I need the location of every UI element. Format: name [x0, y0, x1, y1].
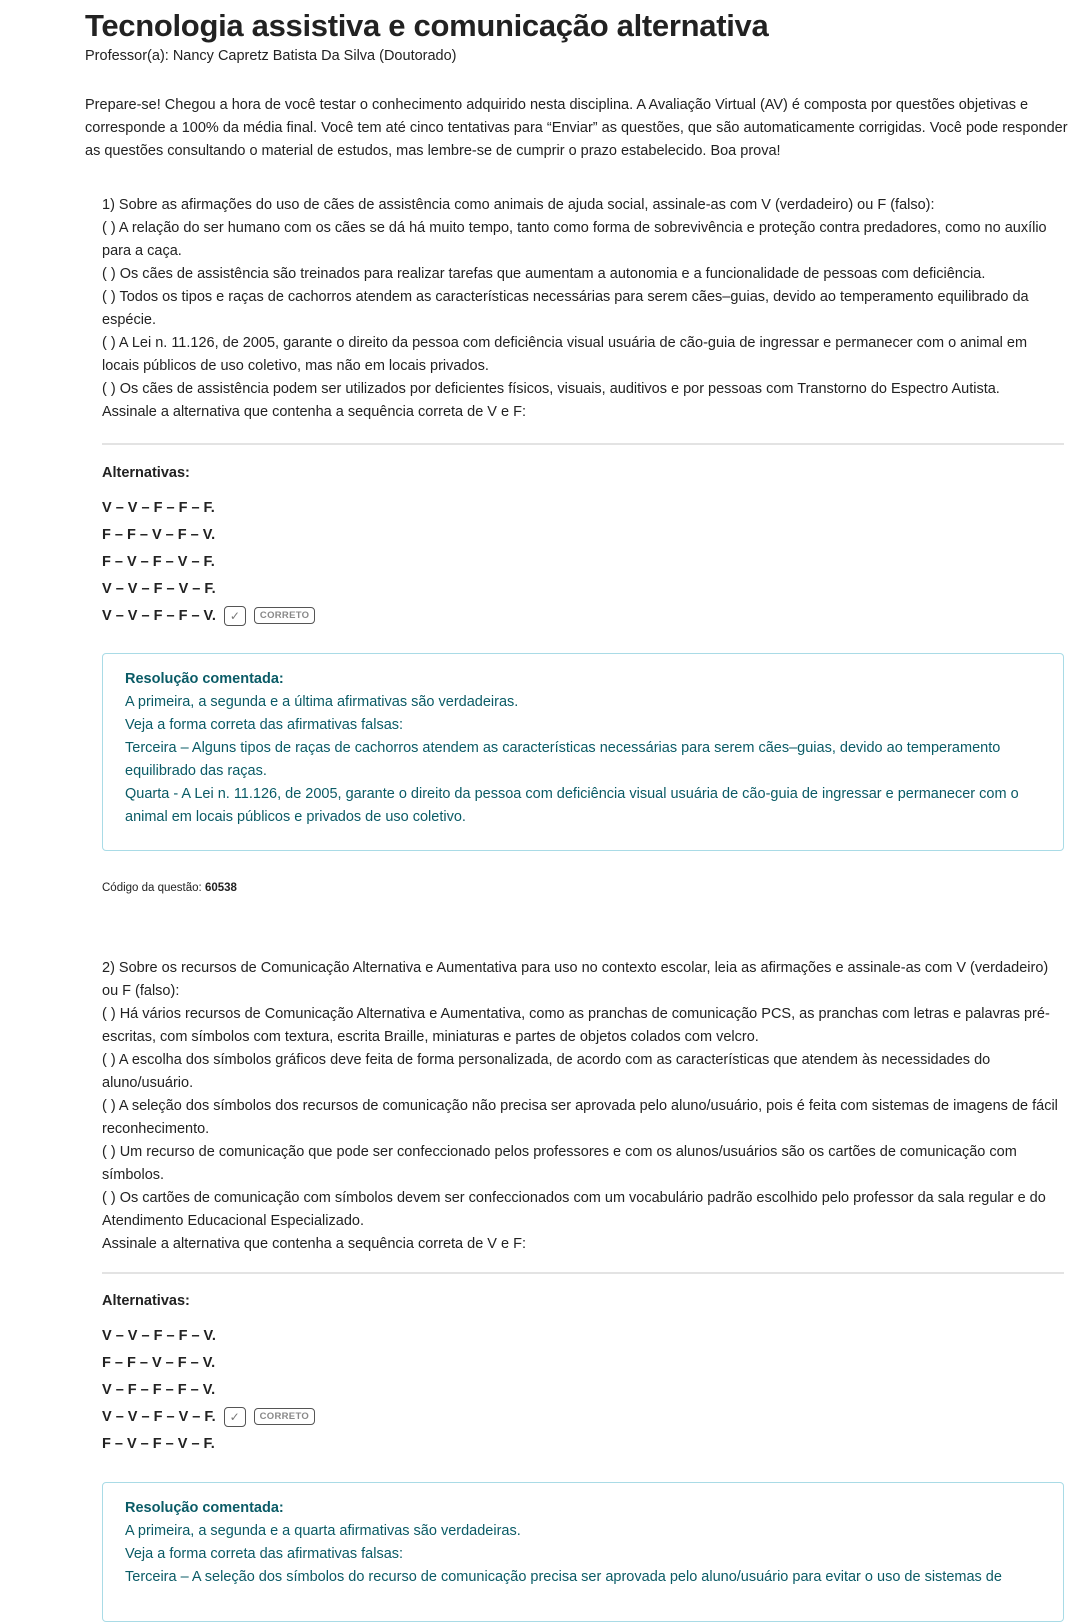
alternative-label: V – V – F – V – F.: [102, 1408, 216, 1425]
question-line: ( ) A seleção dos símbolos dos recursos de comunicação não precisa ser aprovada pelo aluno/usuário, pois é feita com sistemas de imagens de fácil reconhecimento.: [102, 1098, 1058, 1137]
alternative-option-selected[interactable]: [102, 602, 315, 629]
resolution-title: Resolução comentada:: [125, 671, 284, 687]
divider: [102, 443, 1064, 445]
alternative-label: F – V – F – V – F.: [102, 1435, 215, 1452]
question-line: ( ) Os cães de assistência podem ser utilizados por deficientes físicos, visuais, auditivos e por pessoas com Transtorno do Espectro Autista.: [102, 381, 1000, 397]
question-line: Assinale a alternativa que contenha a sequência correta de V e F:: [102, 404, 526, 420]
alternatives-title: Alternativas:: [102, 1293, 190, 1309]
alternative-label: F – F – V – F – V.: [102, 526, 216, 543]
code-value: 60538: [204, 882, 237, 894]
check-icon: ✓: [224, 606, 246, 626]
question-line: ( ) Todos os tipos e raças de cachorros atendem as características necessárias para serem cães–guias, devido ao temperamento equilibrado da espécie.: [102, 289, 1029, 328]
question-line: 2) Sobre os recursos de Comunicação Alternativa e Aumentativa para uso no contexto escolar, leia as afirmações e assinale-as com V (verdadeiro) ou F (falso):: [102, 960, 1049, 999]
resolution-line: Terceira – A seleção dos símbolos do recurso de comunicação precisa ser aprovada pelo aluno/usuário para evitar o uso de sistemas de: [125, 1569, 1002, 1585]
check-icon: ✓: [224, 1407, 246, 1427]
resolution-line: A primeira, a segunda e a quarta afirmativas são verdadeiras.: [125, 1523, 521, 1539]
question-line: ( ) A Lei n. 11.126, de 2005, garante o direito da pessoa com deficiência visual usuária de cão-guia de ingressar e permanecer com o animal em locais públicos de uso coletivo, mas não em locais privados.: [102, 335, 1028, 374]
alternative-option[interactable]: [102, 521, 315, 548]
alternatives-list: [102, 1322, 315, 1457]
alternative-label: V – V – F – V – F.: [102, 580, 216, 597]
question-line: ( ) A escolha dos símbolos gráficos deve feita de forma personalizada, de acordo com as características que atendem às necessidades do aluno/usuário.: [102, 1052, 991, 1091]
question-line: ( ) Há vários recursos de Comunicação Alternativa e Aumentativa, como as pranchas de comunicação PCS, as pranchas com letras e palavras pré-escritas, com símbolos com textura, escrita Braille, miniaturas e partes de objetos colados com velcro.: [102, 1006, 1050, 1045]
question-line: ( ) Os cães de assistência são treinados para realizar tarefas que aumentam a autonomia e a funcionalidade de pessoas com deficiência.: [102, 266, 986, 282]
code-label: Código da questão:: [102, 882, 205, 894]
alternative-label: F – F – V – F – V.: [102, 1354, 216, 1371]
divider: [102, 1272, 1064, 1274]
question-line: ( ) A relação do ser humano com os cães se dá há muito tempo, tanto como forma de sobrevivência e proteção contra predadores, como no auxílio para a caça.: [102, 220, 1047, 259]
question-line: 1) Sobre as afirmações do uso de cães de assistência como animais de ajuda social, assinale-as com V (verdadeiro) ou F (falso):: [102, 197, 935, 213]
correct-badge: CORRETO: [254, 607, 315, 624]
resolution-box: [102, 1482, 1064, 1622]
resolution-box: [102, 653, 1064, 851]
alternative-option[interactable]: [102, 494, 315, 521]
resolution-line: Quarta - A Lei n. 11.126, de 2005, garante o direito da pessoa com deficiência visual usuária de cão-guia de ingressar e permanecer com o animal em locais públicos e privados de uso coletivo.: [125, 786, 1019, 825]
resolution-line: Veja a forma correta das afirmativas falsas:: [125, 717, 404, 733]
resolution-line: A primeira, a segunda e a última afirmativas são verdadeiras.: [125, 694, 519, 710]
alternative-label: F – V – F – V – F.: [102, 553, 215, 570]
alternatives-title: Alternativas:: [102, 465, 190, 481]
resolution-line: Veja a forma correta das afirmativas falsas:: [125, 1546, 404, 1562]
alternative-option[interactable]: [102, 1430, 315, 1457]
resolution-line: Terceira – Alguns tipos de raças de cachorros atendem as características necessárias para serem cães–guias, devido ao temperamento equilibrado das raças.: [125, 740, 1001, 779]
alternative-option[interactable]: [102, 1322, 315, 1349]
question-code: [102, 882, 237, 894]
alternative-option[interactable]: [102, 1349, 315, 1376]
professor-info: Professor(a): Nancy Capretz Batista Da Silva (Doutorado): [85, 48, 457, 64]
resolution-title: Resolução comentada:: [125, 1500, 284, 1516]
page-title: Tecnologia assistiva e comunicação alternativa: [85, 8, 769, 43]
question-line: ( ) Um recurso de comunicação que pode ser confeccionado pelos professores e com os alunos/usuários são os cartões de comunicação com símbolos.: [102, 1144, 1017, 1183]
question-line: ( ) Os cartões de comunicação com símbolos devem ser confeccionados com um vocabulário padrão escolhido pelo professor da sala regular e do Atendimento Educacional Especializado.: [102, 1190, 1046, 1229]
alternative-option[interactable]: [102, 575, 315, 602]
question-text: [102, 957, 1064, 1256]
question-line: Assinale a alternativa que contenha a sequência correta de V e F:: [102, 1236, 526, 1252]
question-1: [102, 194, 1064, 894]
alternative-option[interactable]: [102, 548, 315, 575]
question-2: [102, 957, 1064, 1606]
alternative-label: V – V – F – F – F.: [102, 499, 215, 516]
alternatives-list: [102, 494, 315, 629]
intro-text: Prepare-se! Chegou a hora de você testar o conhecimento adquirido nesta disciplina. A Avaliação Virtual (AV) é composta por questões objetivas e corresponde a 100% da média final. Você tem até cinco tentativas para “Enviar” as questões, que são automaticamente corrigidas. Você pode responder as questões consultando o material de estudos, mas lembre-se de cumprir o prazo estabelecido. Boa prova!: [85, 97, 1068, 159]
alternative-label: V – V – F – F – V.: [102, 607, 216, 624]
alternative-label: V – F – F – F – V.: [102, 1381, 216, 1398]
question-text: [102, 194, 1064, 424]
alternative-label: V – V – F – F – V.: [102, 1327, 216, 1344]
alternative-option-selected[interactable]: [102, 1403, 315, 1430]
correct-badge: CORRETO: [254, 1408, 315, 1425]
alternative-option[interactable]: [102, 1376, 315, 1403]
